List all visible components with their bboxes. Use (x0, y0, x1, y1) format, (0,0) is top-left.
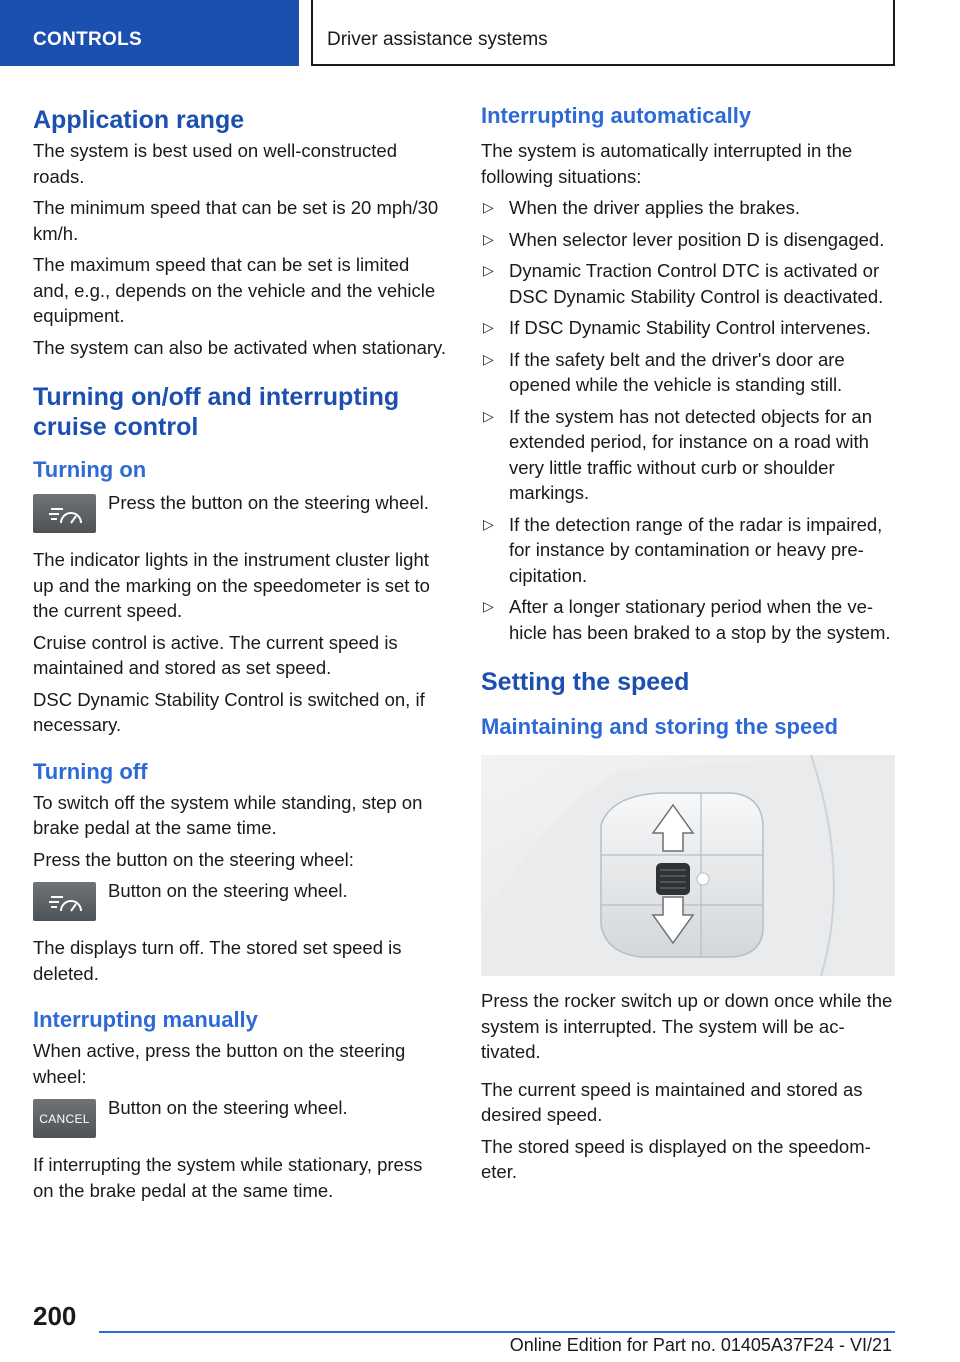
paragraph: If interrupting the system while stationary, press on the brake pedal at the same time. (33, 1154, 423, 1201)
list-item: ▷ If the detection range of the radar is impaired, for instance by contamination or heavy precipitation. (483, 513, 883, 586)
triangle-bullet-icon: ▷ (483, 230, 494, 247)
turning-on-icon-row (33, 494, 447, 533)
steering-wheel-image (481, 755, 895, 976)
rocker-switch-illustration (481, 755, 895, 976)
paragraph: When active, press the button on the steering wheel: (33, 1040, 406, 1087)
list-item: ▷ When selector lever position D is disengaged. (481, 227, 895, 253)
interrupting-automatically-heading: Interrupting automatically (481, 103, 752, 128)
setting-speed-heading: Setting the speed (481, 668, 690, 696)
triangle-bullet-icon: ▷ (483, 598, 494, 614)
triangle-bullet-icon: ▷ (483, 515, 494, 532)
icon-caption: Button on the steering wheel. (108, 1097, 348, 1118)
list-item: ▷ Dynamic Traction Control DTC is activated or DSC Dynamic Stability Control is deactivated. (483, 260, 884, 307)
paragraph: Press the rocker switch up or down once while the system is interrupted. The system will be activated. (481, 990, 893, 1062)
paragraph: The indicator lights in the instrument cluster light up and the marking on the speedometer is set to the current speed. (33, 549, 430, 621)
paragraph: The system is best used on well-constructed roads. (33, 140, 397, 187)
maintaining-speed-heading: Maintaining and storing the speed (481, 714, 838, 739)
paragraph: The system can also be activated when stationary. (33, 336, 447, 358)
cancel-button-icon: CANCEL (33, 1099, 96, 1138)
icon-caption: Button on the steering wheel. (108, 880, 348, 901)
paragraph: To switch off the system while standing, step on brake pedal at the same time. (33, 791, 423, 838)
paragraph: Press the button on the steering wheel: (33, 848, 354, 870)
turning-heading: Turning on/off and interrupting cruise control (33, 383, 400, 441)
cruise-control-button-icon (33, 882, 96, 921)
list-item: ▷ If DSC Dynamic Stability Control intervenes. (481, 315, 895, 341)
application-range-heading: Application range (33, 106, 245, 134)
triangle-bullet-icon: ▷ (483, 319, 494, 335)
paragraph: Cruise control is active. The current speed is maintained and stored as set speed. (33, 631, 398, 678)
paragraph: The displays turn off. The stored set speed is deleted. (33, 937, 402, 984)
paragraph: DSC Dynamic Stability Control is switched on, if necessary. (33, 688, 425, 735)
paragraph: The system is automatically interrupted in the following situations: (481, 140, 853, 187)
triangle-bullet-icon: ▷ (483, 407, 494, 424)
list-item: ▷ If the safety belt and the driver's door are opened while the vehicle is standing still. (483, 348, 845, 395)
section-title: CONTROLS (33, 29, 143, 50)
turning-on-heading: Turning on (33, 457, 147, 482)
footer-rule (99, 1331, 895, 1333)
section-tab (0, 0, 299, 66)
list-item: ▷ When the driver applies the brakes. (481, 195, 895, 221)
chapter-tab (311, 0, 895, 66)
triangle-bullet-icon: ▷ (483, 199, 494, 215)
paragraph: The current speed is maintained and stored as desired speed. (481, 1078, 863, 1125)
situation-list (481, 195, 895, 645)
edition-text: Online Edition for Part no. 01405A37F24 - VI/21 (509, 1335, 892, 1355)
list-item: ▷ After a longer stationary period when the vehicle has been braked to a stop by the system. (483, 596, 891, 643)
page-number: 200 (33, 1301, 77, 1331)
left-column (33, 102, 447, 1209)
paragraph: The maximum speed that can be set is limited and, e.g., depends on the vehicle and the vehicle equipment. (33, 254, 436, 326)
turning-off-icon-row (33, 882, 447, 921)
triangle-bullet-icon: ▷ (483, 350, 494, 367)
paragraph: The stored speed is displayed on the speedometer. (481, 1135, 871, 1182)
interrupting-manually-heading: Interrupting manually (33, 1007, 258, 1032)
triangle-bullet-icon: ▷ (483, 262, 494, 278)
cancel-icon-row (33, 1099, 447, 1138)
right-column (481, 102, 895, 1191)
turning-off-heading: Turning off (33, 758, 148, 784)
paragraph: The minimum speed that can be set is 20 mph/30 km/h. (33, 197, 439, 244)
icon-caption: Press the button on the steering wheel. (108, 492, 429, 513)
chapter-title: Driver assistance systems (327, 29, 548, 50)
list-item: ▷ If the system has not detected objects for an extended period, for instance on a road with very little traffic without curb or shoulder markings. (483, 405, 873, 503)
cruise-control-button-icon (33, 494, 96, 533)
